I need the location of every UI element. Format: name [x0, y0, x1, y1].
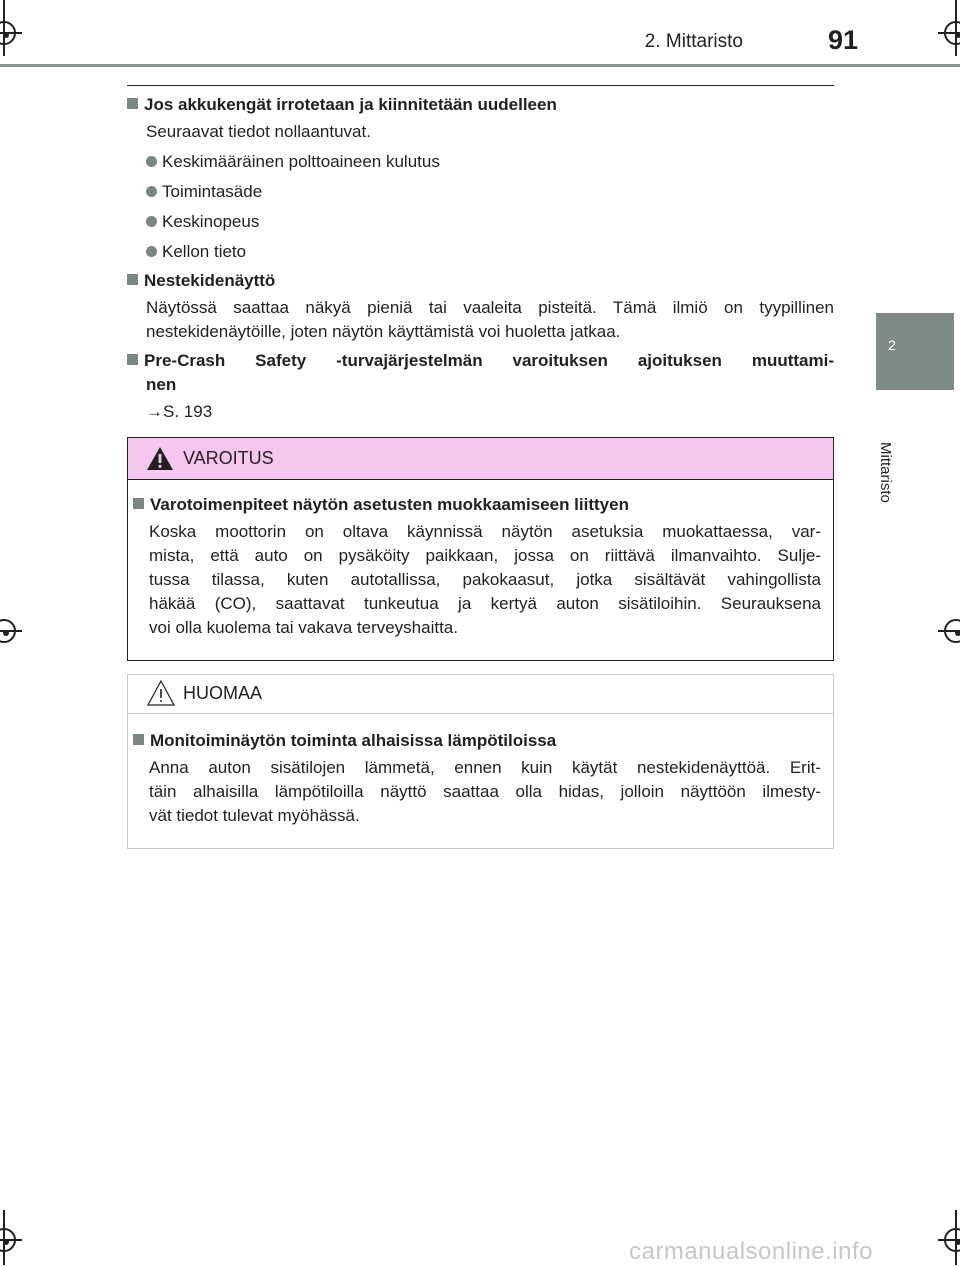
crop-line: [955, 1210, 957, 1265]
side-tab-number: 2: [888, 337, 896, 353]
chapter-title: 2. Mittaristo: [644, 31, 743, 52]
crop-line: [0, 630, 22, 632]
section-text: Seuraavat tiedot nollaantuvat.: [146, 122, 371, 141]
crop-line: [938, 630, 960, 632]
square-bullet-icon: [133, 734, 144, 745]
list-item: Keskimääräinen polttoaineen kulutus: [146, 150, 440, 174]
section-heading: Pre-Crash Safety -turvajärjestelmän varoituksen ajoituksen muuttami-: [127, 349, 834, 373]
square-bullet-icon: [133, 498, 144, 509]
notice-title: HUOMAA: [183, 683, 263, 703]
warning-title: VAROITUS: [183, 448, 274, 468]
circle-bullet-icon: [146, 216, 157, 227]
crop-line: [3, 1210, 5, 1265]
list-item: Toimintasäde: [146, 180, 262, 204]
section-heading: Nestekidenäyttö: [127, 269, 834, 293]
circle-bullet-icon: [146, 246, 157, 257]
square-bullet-icon: [127, 274, 138, 285]
notice-text-line: täin alhaisilla lämpötiloilla näyttö saattaa olla hidas, jolloin näyttöön ilmesty-: [149, 782, 821, 801]
side-tab-label: Mittaristo: [877, 442, 894, 503]
section-heading: Jos akkukengät irrotetaan ja kiinnitetään uudelleen: [127, 93, 834, 117]
notice-box: [127, 674, 834, 849]
notice-text-line: Anna auton sisätilojen lämmetä, ennen kuin käytät nestekidenäyttöä. Erit-: [149, 758, 821, 777]
section-text-line: Näytössä saattaa näkyä pieniä tai vaaleita pisteitä. Tämä ilmiö on tyypillinen: [146, 298, 834, 317]
warning-text-line: tussa tilassa, kuten autotallissa, pakokaasut, jotka sisältävät vahingollista: [149, 570, 821, 589]
warning-text-line: Koska moottorin on oltava käynnissä näytön asetuksia muokattaessa, var-: [149, 522, 821, 541]
warning-text-line: voi olla kuolema tai vakava terveyshaitta.: [149, 618, 458, 637]
circle-bullet-icon: [146, 156, 157, 167]
section-heading-continued: nen: [146, 375, 177, 394]
crop-line: [955, 0, 957, 56]
page-number: 91: [828, 25, 859, 55]
square-bullet-icon: [127, 354, 138, 365]
warning-box-header: [128, 438, 833, 480]
warning-text-line: häkää (CO), saattavat tunkeutua ja kertyä auton sisätiloihin. Seurauksena: [149, 594, 821, 613]
content-top-rule: [127, 85, 834, 86]
square-bullet-icon: [127, 98, 138, 109]
warning-box: [127, 437, 834, 661]
notice-subheading: Monitoiminäytön toiminta alhaisissa lämpötiloissa: [133, 729, 556, 753]
page-reference-link[interactable]: →S. 193: [146, 402, 213, 421]
section-text-line: nestekidenäytöille, joten näytön käyttämistä voi huoletta jatkaa.: [146, 322, 621, 341]
circle-bullet-icon: [146, 186, 157, 197]
warning-subheading: Varotoimenpiteet näytön asetusten muokkaamiseen liittyen: [133, 493, 629, 517]
notice-box-header: [128, 675, 833, 714]
header-rule: [0, 64, 960, 67]
watermark-link[interactable]: carmanualsonline.info: [629, 1238, 873, 1265]
notice-triangle-icon: [146, 679, 176, 707]
list-item: Kellon tieto: [146, 240, 246, 264]
list-item: Keskinopeus: [146, 210, 259, 234]
warning-text-line: mista, että auto on pysäköity paikkaan, jossa on riittävä ilmanvaihto. Sulje-: [149, 546, 821, 565]
warning-triangle-icon: [146, 446, 174, 471]
notice-text-line: vät tiedot tulevat myöhässä.: [149, 806, 360, 825]
crop-line: [3, 0, 5, 56]
